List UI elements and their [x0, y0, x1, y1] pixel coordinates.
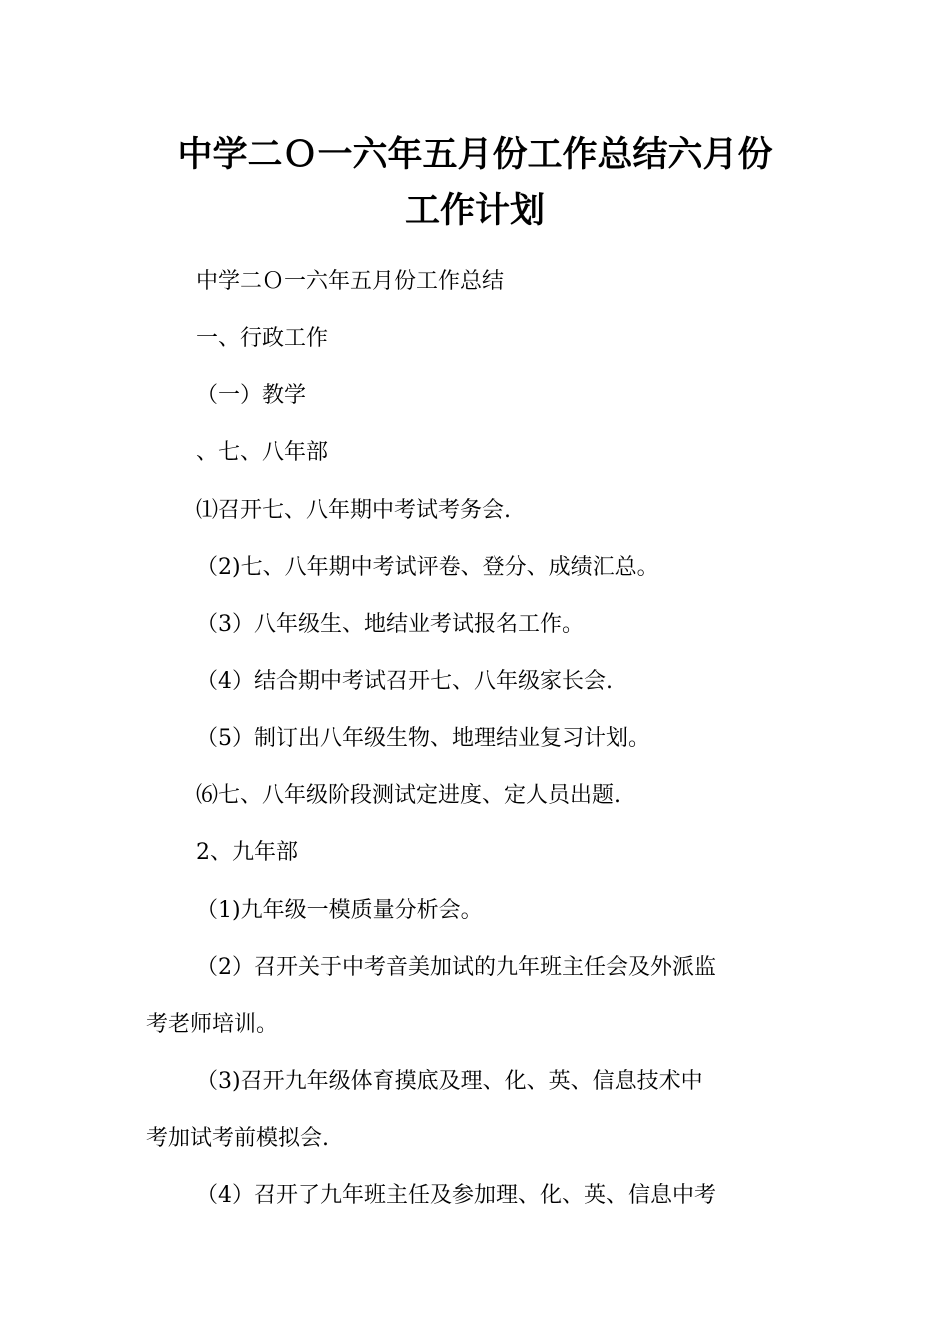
paragraph-line-continuation: 考老师培训。 [146, 1012, 279, 1037]
heading-teaching: （一）教学 [196, 383, 307, 408]
section-heading: 中学二Ｏ一六年五月份工作总结 [196, 269, 505, 294]
document-title-line-2: 工作计划 [404, 190, 545, 231]
paragraph-line: （5）制订出八年级生物、地理结业复习计划。 [196, 726, 650, 751]
paragraph-line: （2）召开关于中考音美加试的九年班主任会及外派监 [196, 955, 716, 980]
paragraph-line: ⑴召开七、八年期中考试考务会. [196, 498, 511, 523]
paragraph-line: ⑹七、八年级阶段测试定进度、定人员出题. [196, 783, 621, 808]
heading-grade-9: 2、九年部 [196, 840, 298, 865]
paragraph-line: （4）召开了九年班主任及参加理、化、英、信息中考 [196, 1183, 716, 1208]
heading-administrative-work: 一、行政工作 [196, 326, 329, 351]
paragraph-line: （4）结合期中考试召开七、八年级家长会. [196, 669, 613, 694]
paragraph-line-continuation: 考加试考前模拟会. [146, 1126, 329, 1151]
paragraph-line: （3）八年级生、地结业考试报名工作。 [196, 612, 584, 637]
paragraph-line: （1)九年级一模质量分析会。 [196, 898, 483, 923]
paragraph-line: （2)七、八年期中考试评卷、登分、成绩汇总。 [196, 555, 659, 580]
paragraph-line: （3)召开九年级体育摸底及理、化、英、信息技术中 [196, 1069, 703, 1094]
document-title-line-1: 中学二Ｏ一六年五月份工作总结六月份 [177, 134, 773, 175]
heading-grade-7-8: 、七、八年部 [196, 440, 329, 465]
